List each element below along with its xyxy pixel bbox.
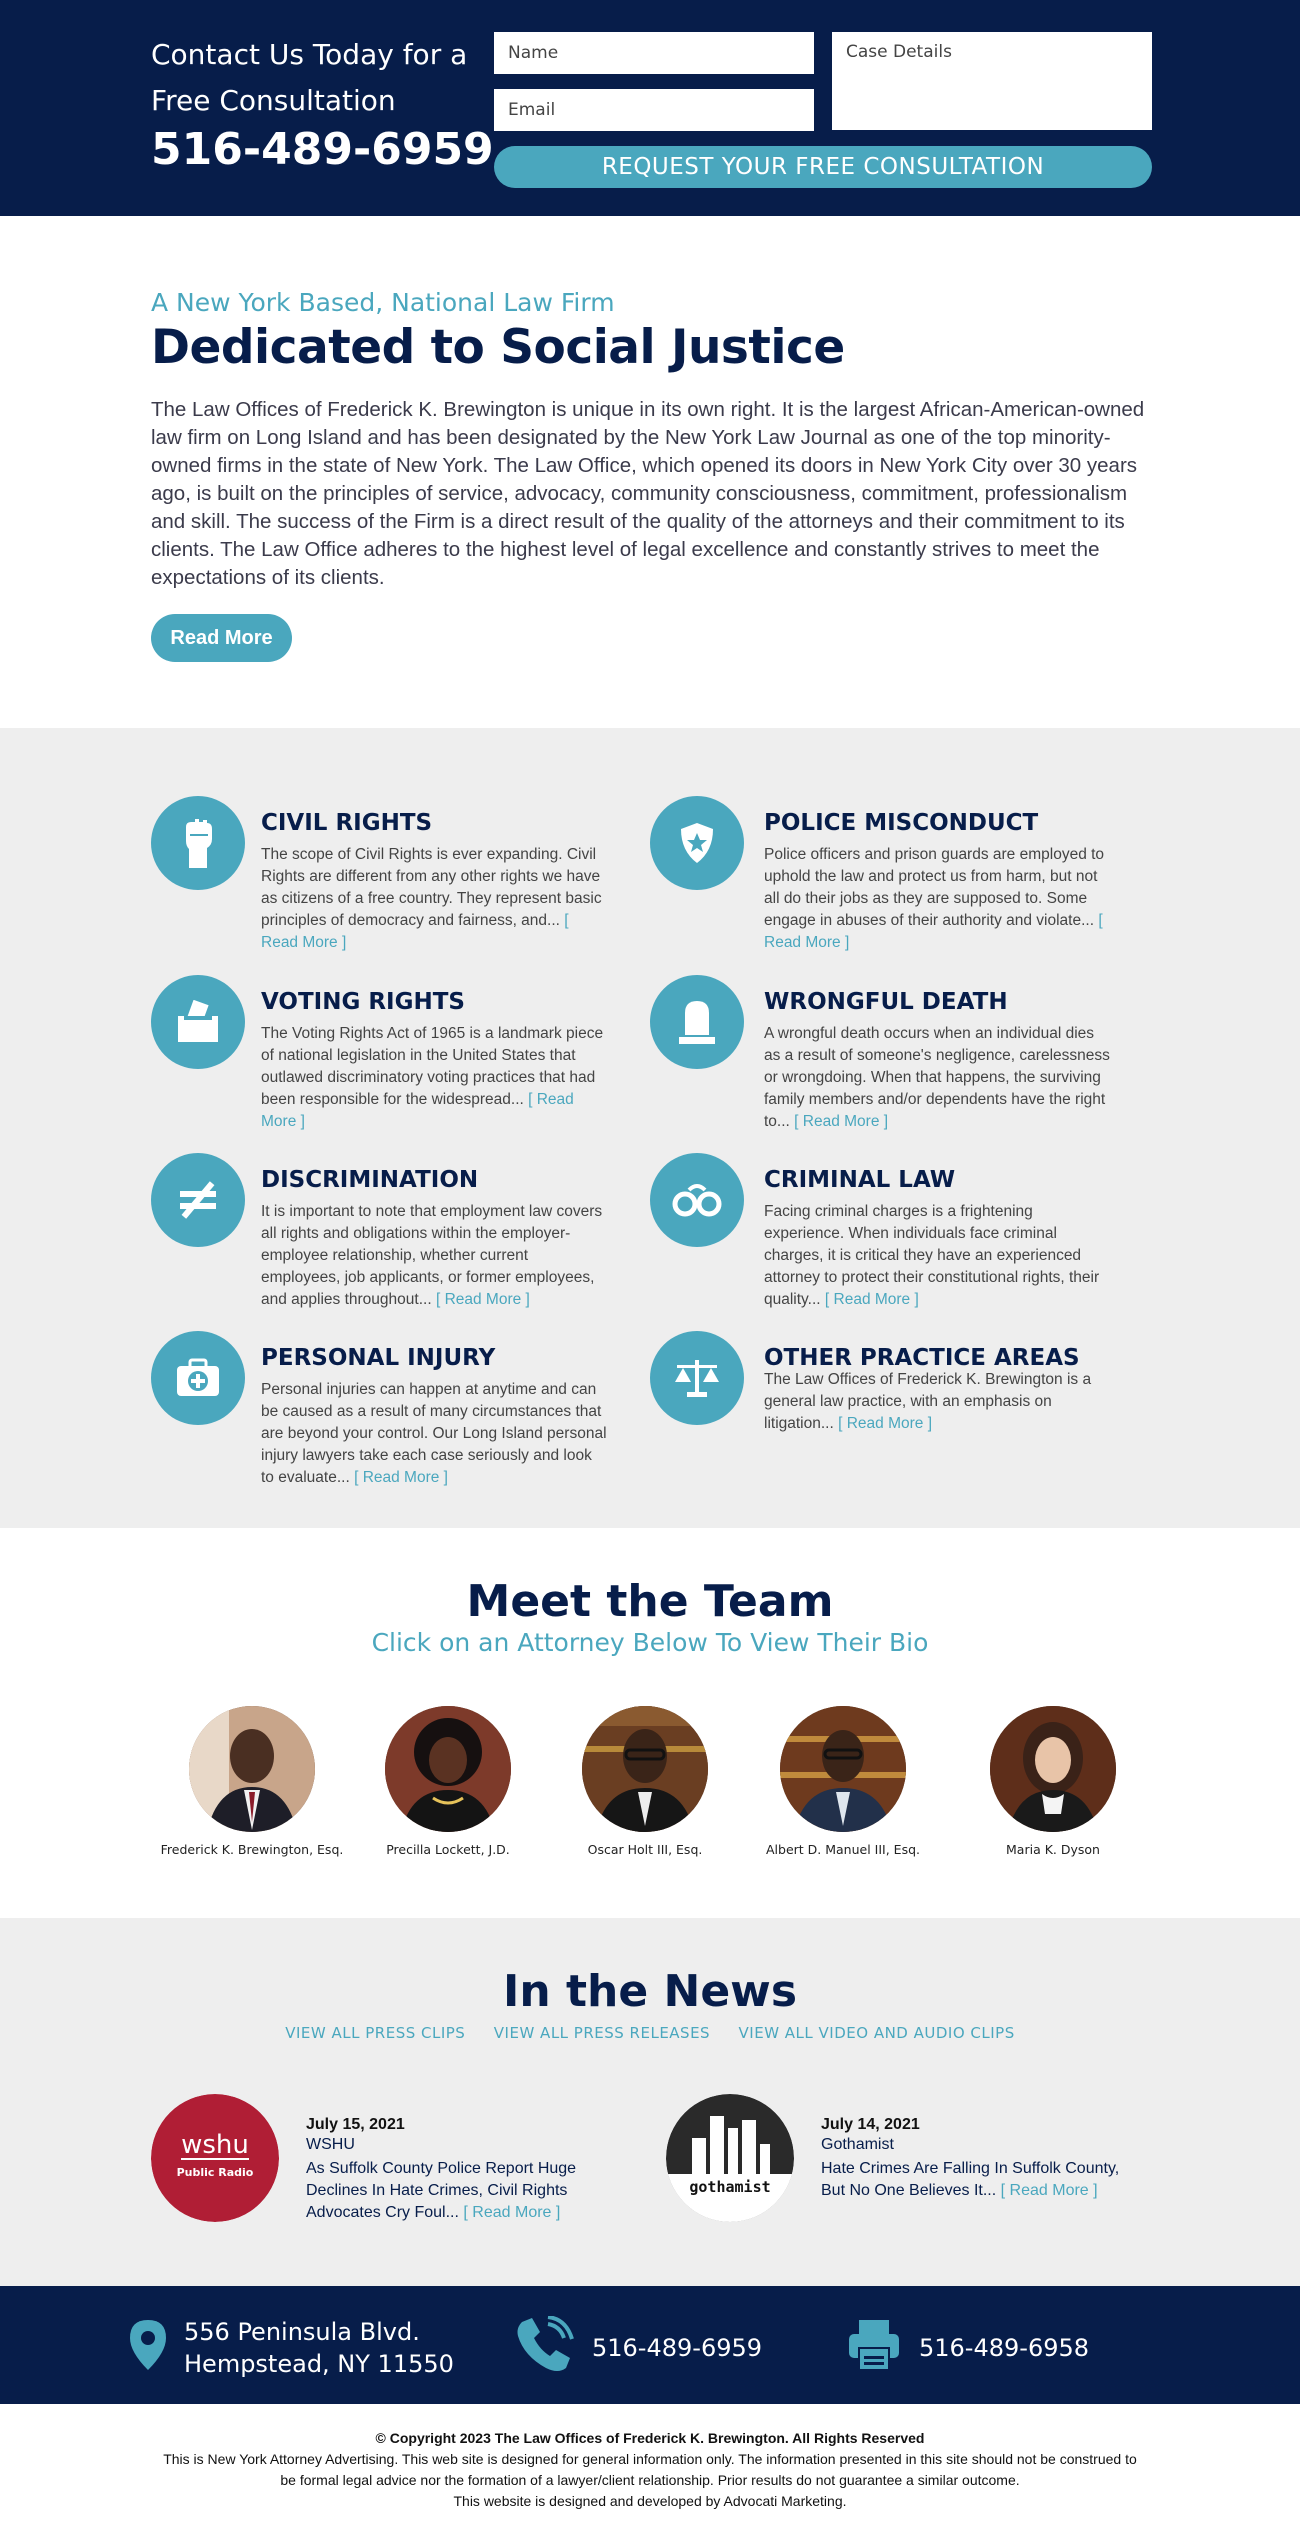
read-more-link[interactable]: [ Read More ]: [261, 1091, 574, 1130]
fax-printer-icon: [847, 2318, 901, 2378]
team-member-card[interactable]: [540, 1706, 750, 1857]
practice-text: A wrongful death occurs when an individual dies as a result of someone's negligence, carelessness or wrongdoing. When that happens, the surviving family members and/or dependents have the right to... [ Read More ]: [764, 1025, 1110, 1130]
footer-contact-bar: [0, 2286, 1300, 2404]
member-name: Maria K. Dyson: [1006, 1842, 1100, 1857]
avatar[interactable]: [189, 1706, 315, 1832]
medical-kit-icon: [151, 1331, 245, 1425]
about-section: [0, 216, 1300, 728]
read-more-link[interactable]: [ Read More ]: [794, 1113, 889, 1130]
team-member-card[interactable]: [948, 1706, 1158, 1857]
team-member-card[interactable]: [343, 1706, 553, 1857]
team-title: Meet the Team: [466, 1576, 834, 1627]
request-consultation-button[interactable]: REQUEST YOUR FREE CONSULTATION: [494, 146, 1152, 188]
news-links: [0, 2024, 1300, 2043]
news-title: In the News: [502, 1966, 798, 2017]
avatar[interactable]: [990, 1706, 1116, 1832]
read-more-link[interactable]: [ Read More ]: [764, 912, 1103, 951]
disclaimer-text: This is New York Attorney Advertising. This web site is designed for general information only. The information presented in this site should not be construed to be formal legal advice nor the formation of a lawyer/client relationship. Prior results do not guarantee a similar outcome.: [163, 2451, 1137, 2488]
avatar[interactable]: [582, 1706, 708, 1832]
handcuffs-icon: [650, 1153, 744, 1247]
read-more-link[interactable]: [ Read More ]: [435, 1291, 530, 1308]
read-more-link[interactable]: [ Read More ]: [261, 912, 569, 951]
address-line-1: 556 Peninsula Blvd.: [184, 2318, 420, 2346]
read-more-link[interactable]: [ Read More ]: [463, 2204, 561, 2221]
member-name: Albert D. Manuel III, Esq.: [766, 1842, 920, 1857]
practice-title: VOTING RIGHTS: [261, 989, 465, 1015]
news-date: July 15, 2021: [306, 2116, 405, 2133]
read-more-link[interactable]: [ Read More ]: [838, 1415, 933, 1432]
not-equal-icon: [151, 1153, 245, 1247]
copyright-section: [0, 2404, 1300, 2532]
practice-title: WRONGFUL DEATH: [764, 989, 1008, 1015]
case-details-field[interactable]: [832, 32, 1152, 130]
footer-phone[interactable]: [514, 2316, 762, 2380]
practice-title: POLICE MISCONDUCT: [764, 810, 1039, 836]
read-more-link[interactable]: [ Read More ]: [354, 1469, 448, 1486]
raised-fist-icon: [151, 796, 245, 890]
footer-address[interactable]: [128, 2316, 454, 2380]
news-headline: As Suffolk County Police Report Huge Declines In Hate Crimes, Civil Rights Advocates Cry Foul... [ Read More ]: [306, 2160, 577, 2221]
avatar[interactable]: [385, 1706, 511, 1832]
tombstone-icon: [650, 975, 744, 1069]
avatar[interactable]: [780, 1706, 906, 1832]
team-member-card[interactable]: [738, 1706, 948, 1857]
wshu-logo[interactable]: [151, 2094, 279, 2222]
credit-text: This website is designed and developed by Advocati Marketing.: [453, 2493, 847, 2509]
member-name: Precilla Lockett, J.D.: [386, 1842, 510, 1857]
contact-phone[interactable]: 516-489-6959: [151, 124, 494, 175]
gothamist-logo[interactable]: [666, 2094, 794, 2222]
ballot-box-icon: [151, 975, 245, 1069]
about-kicker: A New York Based, National Law Firm: [151, 288, 615, 317]
news-date: July 14, 2021: [821, 2116, 920, 2133]
member-name: Frederick K. Brewington, Esq.: [160, 1842, 344, 1857]
about-title: Dedicated to Social Justice: [151, 320, 845, 375]
copyright-text: © Copyright 2023 The Law Offices of Frederick K. Brewington. All Rights Reserved: [375, 2430, 925, 2446]
email-field[interactable]: [494, 89, 814, 131]
team-section: [0, 1528, 1300, 1918]
practice-title: OTHER PRACTICE AREAS: [764, 1345, 1080, 1371]
view-video-audio-link[interactable]: VIEW ALL VIDEO AND AUDIO CLIPS: [738, 2024, 1015, 2042]
member-name: Oscar Holt III, Esq.: [587, 1842, 703, 1857]
news-source: Gothamist: [821, 2136, 894, 2153]
wshu-logo-text: wshu: [181, 2130, 249, 2160]
map-pin-icon: [128, 2318, 168, 2378]
contact-heading: Contact Us Today for a Free Consultation: [151, 38, 468, 117]
police-badge-icon: [650, 796, 744, 890]
view-press-clips-link[interactable]: VIEW ALL PRESS CLIPS: [285, 2024, 466, 2042]
practice-text: Facing criminal charges is a frightening experience. When individuals face criminal charges, it is critical they have an experienced attorney to protect their constitutional rights, their quality... [ Read More ]: [764, 1203, 1100, 1308]
practice-text: Personal injuries can happen at anytime and can be caused as a result of many circumstances that are beyond your control. Our Long Island personal injury lawyers take each case seriously and look to evaluate... [ Read More ]: [261, 1381, 607, 1486]
phone-icon: [514, 2316, 574, 2380]
about-body: The Law Offices of Frederick K. Brewington is unique in its own right. It is the largest African-American-owned law firm on Long Island and has been designated by the New York Law Journal as one of the top minority-owned firms in the state of New York. The Law Office, which opened its doors in New York City over 30 years ago, is built on the principles of service, advocacy, community consciousness, commitment, professionalism and skill. The success of the Firm is a direct result of the quality of the attorneys and their commitment to its clients. The Law Office adheres to the highest level of legal excellence and constantly strives to meet the expectations of its clients.: [151, 398, 1145, 589]
team-subtitle: Click on an Attorney Below To View Their Bio: [371, 1628, 929, 1657]
read-more-link[interactable]: [ Read More ]: [824, 1291, 919, 1308]
wshu-logo-subtext: Public Radio: [176, 2166, 254, 2179]
scales-icon: [650, 1331, 744, 1425]
practice-text: Police officers and prison guards are employed to uphold the law and protect us from harm, but not all do their jobs as they are supposed to. Some engage in abuses of their authority and violate... [ Read More ]: [764, 846, 1105, 951]
read-more-link[interactable]: [ Read More ]: [1000, 2182, 1098, 2199]
practice-areas-section: [0, 728, 1300, 1528]
view-press-releases-link[interactable]: VIEW ALL PRESS RELEASES: [493, 2024, 711, 2042]
name-field[interactable]: [494, 32, 814, 74]
team-member-card[interactable]: [147, 1706, 357, 1857]
practice-title: CRIMINAL LAW: [764, 1167, 956, 1193]
practice-text: The Law Offices of Frederick K. Brewington is a general law practice, with an emphasis on litigation... [ Read More ]: [764, 1371, 1092, 1432]
practice-title: PERSONAL INJURY: [261, 1345, 496, 1371]
practice-text: The Voting Rights Act of 1965 is a landmark piece of national legislation in the United States that outlawed discriminatory voting practices that had been responsible for the widespread... [ Read More ]: [261, 1025, 604, 1130]
news-headline: Hate Crimes Are Falling In Suffolk County, But No One Believes It... [ Read More ]: [821, 2160, 1120, 2199]
address-line-2: Hempstead, NY 11550: [184, 2350, 454, 2378]
footer-fax-number: 516-489-6958: [919, 2334, 1090, 2362]
gothamist-logo-text: gothamist: [689, 2178, 771, 2196]
contact-header: [0, 0, 1300, 216]
practice-text: The scope of Civil Rights is ever expanding. Civil Rights are different from any other rights we have as citizens of a free country. They represent basic principles of democracy and fairness, and... [ Read More ]: [261, 846, 602, 951]
footer-fax: [847, 2318, 1089, 2378]
practice-title: DISCRIMINATION: [261, 1167, 479, 1193]
news-source: WSHU: [306, 2136, 355, 2153]
footer-phone-number: 516-489-6959: [592, 2334, 763, 2362]
read-more-button[interactable]: Read More: [151, 614, 292, 662]
practice-text: It is important to note that employment law covers all rights and obligations within the employer-employee relationship, whether current employees, job applicants, or former employees, and applies throughout... [ Read More ]: [261, 1203, 603, 1308]
practice-title: CIVIL RIGHTS: [261, 810, 433, 836]
news-section: [0, 1918, 1300, 2286]
